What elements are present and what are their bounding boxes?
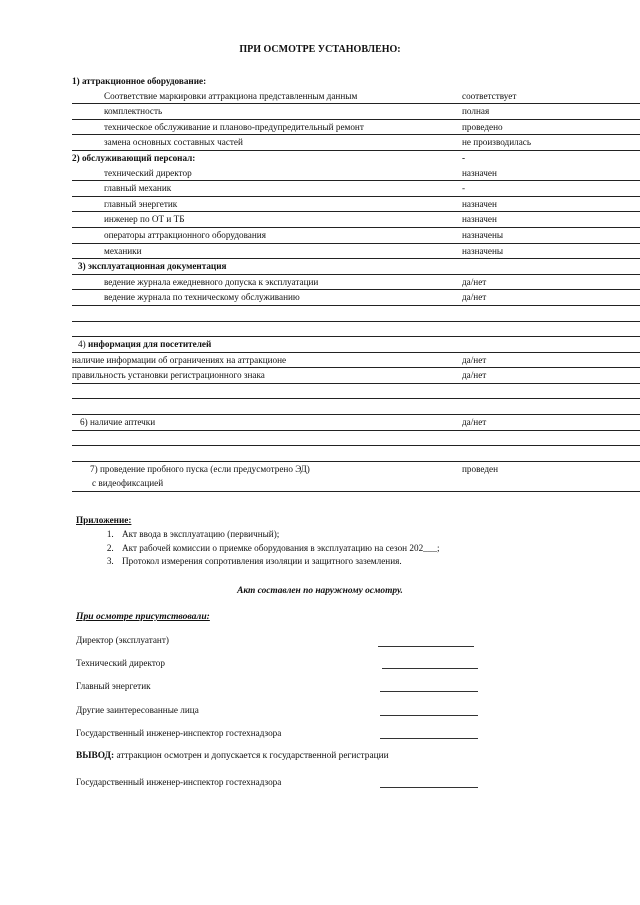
- section-2-heading: 2) обслуживающий персонал:: [72, 152, 196, 163]
- table-row: [72, 228, 640, 244]
- section-heading: [72, 74, 640, 89]
- table-row: [72, 135, 640, 151]
- row-label: комплектность: [104, 106, 163, 117]
- row-value: проведено: [462, 121, 503, 132]
- conclusion: [76, 751, 389, 761]
- signatory-label: Директор (эксплуатант): [76, 635, 169, 645]
- empty-row: [72, 322, 640, 338]
- row-value: назначены: [462, 245, 504, 256]
- row-label: наличие информации об ограничениях на аттракционе: [72, 354, 287, 365]
- table-row: [72, 415, 640, 431]
- row-value: да/нет: [462, 354, 487, 365]
- section-6-value: да/нет: [462, 417, 487, 428]
- section-2-heading-value: -: [462, 152, 466, 163]
- row-label: ведение журнала ежедневного допуска к эксплуатации: [104, 276, 319, 287]
- table-row: [72, 89, 640, 105]
- signature-line[interactable]: [378, 646, 474, 647]
- table-row: [72, 166, 640, 182]
- appendix-list: [76, 528, 616, 569]
- row-label: правильность установки регистрационного знака: [72, 370, 265, 381]
- row-label: ведение журнала по техническому обслуживанию: [104, 292, 300, 303]
- conclusion-label: ВЫВОД:: [76, 751, 115, 761]
- list-item: 2. Акт рабочей комиссии о приемке оборудования в эксплуатацию на сезон 202___;: [116, 542, 616, 556]
- row-value: да/нет: [462, 292, 487, 303]
- row-label: Соответствие маркировки аттракциона представленным данным: [104, 90, 358, 101]
- row-label: технический директор: [104, 167, 192, 178]
- signature-line[interactable]: [380, 787, 478, 788]
- appendix-heading: Приложение:: [76, 515, 132, 525]
- section-6-label: 6) наличие аптечки: [80, 417, 156, 428]
- signature-line[interactable]: [380, 691, 478, 692]
- row-label: главный энергетик: [104, 198, 178, 209]
- signatory-label: Технический директор: [76, 658, 165, 668]
- signatory-label: Государственный инженер-инспектор гостехнадзора: [76, 728, 282, 738]
- empty-row: [72, 446, 640, 462]
- table-row: [72, 212, 640, 228]
- inspection-table: [72, 74, 640, 492]
- row-value: назначены: [462, 229, 504, 240]
- table-row: [72, 290, 640, 306]
- final-signatory-label: Государственный инженер-инспектор гостехнадзора: [76, 777, 282, 787]
- section-1-heading: 1) аттракционное оборудование:: [72, 76, 207, 86]
- row-value: да/нет: [462, 370, 487, 381]
- section-4-heading-prefix: 4): [78, 339, 88, 350]
- signature-line[interactable]: [380, 738, 478, 739]
- row-value: назначен: [462, 198, 497, 209]
- section-heading: [72, 259, 640, 275]
- row-label: замена основных составных частей: [104, 137, 243, 148]
- present-heading: При осмотре присутствовали:: [76, 611, 210, 622]
- signatory-label: Другие заинтересованные лица: [76, 705, 199, 715]
- row-value: не производилась: [462, 137, 532, 148]
- section-7-label: 7) проведение пробного пуска (если предусмотрено ЭД): [90, 463, 310, 474]
- empty-row: [72, 431, 640, 447]
- row-value: назначен: [462, 167, 497, 178]
- table-row: [72, 197, 640, 213]
- row-label: инженер по ОТ и ТБ: [104, 214, 185, 225]
- section-heading: [72, 151, 640, 166]
- section-4-heading: информация для посетителей: [87, 339, 212, 350]
- section-7-sub: с видеофиксацией: [92, 478, 164, 489]
- section-7-value: проведен: [462, 463, 499, 474]
- table-row: [72, 368, 640, 384]
- section-heading: [72, 337, 640, 353]
- appendix: [76, 515, 616, 569]
- table-row: [72, 462, 640, 477]
- row-label: техническое обслуживание и планово-предупредительный ремонт: [104, 121, 364, 132]
- table-row: [72, 353, 640, 369]
- list-item: 3. Протокол измерения сопротивления изоляции и защитного заземления.: [116, 555, 616, 569]
- row-value: да/нет: [462, 276, 487, 287]
- signature-line[interactable]: [380, 715, 478, 716]
- row-label: механики: [104, 245, 142, 256]
- row-value: -: [462, 183, 466, 194]
- table-row: [72, 275, 640, 291]
- row-value: соответствует: [462, 90, 517, 101]
- section-4-heading-wrap: [78, 337, 211, 352]
- row-label: главный механик: [104, 183, 172, 194]
- section-3-heading: 3) эксплуатационная документация: [78, 261, 227, 272]
- signatory-label: Главный энергетик: [76, 681, 151, 691]
- empty-row: [72, 306, 640, 322]
- row-value: полная: [462, 106, 490, 117]
- conclusion-text: аттракцион осмотрен и допускается к государственной регистрации: [114, 751, 389, 761]
- act-note: Акт составлен по наружному осмотру.: [237, 586, 403, 596]
- table-row: [72, 120, 640, 136]
- list-item: 1. Акт ввода в эксплуатацию (первичный);: [116, 528, 616, 542]
- empty-row: [72, 384, 640, 400]
- page-title: ПРИ ОСМОТРЕ УСТАНОВЛЕНО:: [239, 44, 401, 55]
- row-label: операторы аттракционного оборудования: [104, 229, 266, 240]
- table-row: [72, 181, 640, 197]
- row-value: назначен: [462, 214, 497, 225]
- table-row: [72, 104, 640, 120]
- table-row: [72, 476, 640, 492]
- empty-row: [72, 399, 640, 415]
- signature-line[interactable]: [382, 668, 478, 669]
- table-row: [72, 244, 640, 260]
